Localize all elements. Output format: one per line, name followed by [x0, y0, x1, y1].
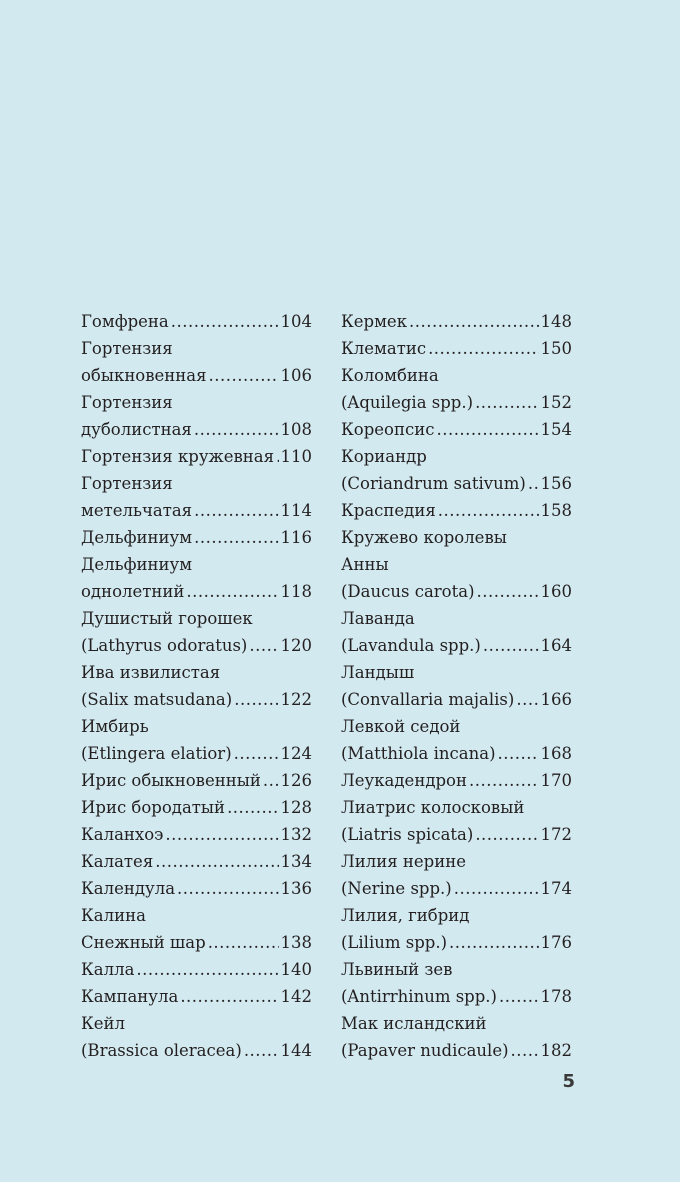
index-entry-page: 116: [280, 528, 312, 547]
index-entry-title: (Coriandrum sativum): [341, 474, 526, 493]
index-entry-page: 174: [540, 879, 572, 898]
index-entry-page: 128: [280, 798, 312, 817]
dot-leader: [244, 1037, 279, 1064]
index-entry-page: 142: [280, 987, 312, 1006]
index-entry: [341, 389, 572, 416]
index-entry-title: Гортензия: [81, 339, 173, 358]
index-entry-title: (Matthiola incana): [341, 744, 496, 763]
page-number: 5: [562, 1071, 575, 1092]
dot-leader: [428, 335, 538, 362]
index-entry-title: Гомфрена: [81, 312, 169, 331]
index-entry-page: 170: [540, 771, 572, 790]
index-entry: [81, 875, 312, 902]
index-entry: [341, 848, 572, 875]
index-entry: [341, 470, 572, 497]
index-entry: [341, 443, 572, 470]
index-entry: [341, 632, 572, 659]
dot-leader: [194, 524, 278, 551]
index-entry: [341, 1037, 572, 1064]
dot-leader: [194, 497, 278, 524]
index-entry-page: 176: [540, 933, 572, 952]
index-entry-title: (Antirrhinum spp.): [341, 987, 497, 1006]
index-entry-title: Коломбина: [341, 366, 439, 385]
index-entry-title: Дельфиниум: [81, 555, 193, 574]
index-entry-title: (Lathyrus odoratus): [81, 636, 248, 655]
dot-leader: [498, 740, 539, 767]
index-entry-title: метельчатая: [81, 501, 193, 520]
index-entry-title: Ирис бородатый: [81, 798, 226, 817]
index-entry-page: 134: [280, 852, 312, 871]
index-entry: [341, 956, 572, 983]
index-entry-title: (Nerine spp.): [341, 879, 452, 898]
dot-leader: [438, 497, 539, 524]
dot-leader: [227, 794, 278, 821]
index-entry-page: 120: [280, 636, 312, 655]
index-entry-title: Кориандр: [341, 447, 427, 466]
index-entry-page: 156: [540, 474, 572, 493]
index-entry-title: (Etlingera elatior): [81, 744, 232, 763]
index-entry: [81, 1010, 312, 1037]
index-entry: [341, 713, 572, 740]
index-entry-title: Каланхоэ: [81, 825, 164, 844]
index-entry: [81, 821, 312, 848]
dot-leader: [454, 875, 539, 902]
dot-leader: [234, 686, 278, 713]
index-entry: [341, 335, 572, 362]
index-entry: [341, 659, 572, 686]
index-entry: [81, 443, 312, 470]
index-entry-title: Лиатрис колосковый: [341, 798, 525, 817]
index-entry-page: 138: [280, 933, 312, 952]
index-entry-title: Калла: [81, 960, 135, 979]
index-entry: [341, 416, 572, 443]
index-entry: [341, 578, 572, 605]
index-entry-title: Лилия, гибрид: [341, 906, 470, 925]
index-entry-page: 178: [540, 987, 572, 1006]
index-entry: [81, 767, 312, 794]
index-entry-title: Мак исландский: [341, 1014, 487, 1033]
index-entry: [81, 983, 312, 1010]
dot-leader: [136, 956, 278, 983]
index-entry-title: Лаванда: [341, 609, 415, 628]
index-entry-title: Кейл: [81, 1014, 126, 1033]
index-entry: [81, 929, 312, 956]
index-entry: [81, 686, 312, 713]
index-entry-title: Левкой седой: [341, 717, 461, 736]
index-entry-title: Душистый горошек: [81, 609, 253, 628]
index-entry-title: Кружево королевы: [341, 528, 507, 547]
index-entry-title: Анны: [341, 555, 389, 574]
index-entry: [341, 497, 572, 524]
index-entry: [81, 794, 312, 821]
index-entry-title: (Brassica oleracea): [81, 1041, 242, 1060]
index-entry-page: 164: [540, 636, 572, 655]
index-entry-title: (Daucus carota): [341, 582, 475, 601]
index-entry: [81, 740, 312, 767]
index-entry-title: Ландыш: [341, 663, 415, 682]
index-entry-title: дуболистная: [81, 420, 192, 439]
dot-leader: [436, 416, 538, 443]
index-entry: [81, 362, 312, 389]
index-entry-title: Кампанула: [81, 987, 179, 1006]
index-entry-title: обыкновенная: [81, 366, 207, 385]
index-entry-title: Имбирь: [81, 717, 149, 736]
index-entry-title: Краспедия: [341, 501, 436, 520]
index-entry: [81, 578, 312, 605]
index-entry-title: (Aquilegia spp.): [341, 393, 474, 412]
index-entry-page: 106: [280, 366, 312, 385]
dot-leader: [477, 578, 539, 605]
index-entry: [81, 470, 312, 497]
index-entry-title: (Lilium spp.): [341, 933, 448, 952]
dot-leader: [209, 362, 279, 389]
index-entry: [81, 848, 312, 875]
index-entry: [341, 686, 572, 713]
index-entry-title: Ива извилистая: [81, 663, 221, 682]
index-entry: [341, 902, 572, 929]
index-entry-title: (Lavandula spp.): [341, 636, 481, 655]
index-entry: [341, 929, 572, 956]
dot-leader: [483, 632, 539, 659]
dot-leader: [276, 443, 278, 470]
index-entry-title: Снежный шар: [81, 933, 206, 952]
index-entry-title: (Liatris spicata): [341, 825, 474, 844]
dot-leader: [475, 821, 538, 848]
index-entry-title: Леукадендрон: [341, 771, 467, 790]
index-entry: [341, 1010, 572, 1037]
index-entry-page: 144: [280, 1041, 312, 1060]
dot-leader: [409, 308, 538, 335]
index-entry: [341, 524, 572, 551]
index-entry: [81, 551, 312, 578]
index-entry: [81, 524, 312, 551]
index-column-right: [341, 308, 572, 1064]
index-entry-page: 160: [540, 582, 572, 601]
index-entry-title: Гортензия кружевная: [81, 447, 275, 466]
index-entry: [341, 308, 572, 335]
index-entry: [81, 713, 312, 740]
index-entry: [81, 308, 312, 335]
dot-leader: [516, 686, 538, 713]
index-entry-page: 150: [540, 339, 572, 358]
index-entry-page: 108: [280, 420, 312, 439]
index-entry-page: 110: [280, 447, 312, 466]
dot-leader: [165, 821, 278, 848]
dot-leader: [208, 929, 279, 956]
index-entry: [341, 875, 572, 902]
index-entry-title: (Salix matsudana): [81, 690, 233, 709]
index-column-left: [81, 308, 312, 1064]
index-entry-page: 172: [540, 825, 572, 844]
index-entry-title: (Convallaria majalis): [341, 690, 515, 709]
index-entry-title: Кореопсис: [341, 420, 435, 439]
index-entry: [81, 389, 312, 416]
index-entry: [81, 605, 312, 632]
index-entry: [341, 551, 572, 578]
dot-leader: [194, 416, 279, 443]
index-entry-page: 136: [280, 879, 312, 898]
index-entry: [81, 497, 312, 524]
index-entry-page: 104: [280, 312, 312, 331]
index-entry-title: Клематис: [341, 339, 427, 358]
index-entry-title: Лилия нерине: [341, 852, 466, 871]
index-entry-title: Калатея: [81, 852, 154, 871]
index-entry-page: 118: [280, 582, 312, 601]
index-entry-page: 132: [280, 825, 312, 844]
index-entry-title: Гортензия: [81, 474, 173, 493]
index-entry: [341, 740, 572, 767]
index-entry-page: 140: [280, 960, 312, 979]
index-entry-title: (Papaver nudicaule): [341, 1041, 509, 1060]
index-entry-page: 166: [540, 690, 572, 709]
dot-leader: [186, 578, 278, 605]
index-entry-title: Дельфиниум: [81, 528, 193, 547]
index-entry-title: Календула: [81, 879, 176, 898]
dot-leader: [155, 848, 278, 875]
index-entry: [81, 902, 312, 929]
index-entry: [341, 983, 572, 1010]
index-entry-page: 124: [280, 744, 312, 763]
dot-leader: [177, 875, 278, 902]
index-entry-page: 158: [540, 501, 572, 520]
index-entry-page: 122: [280, 690, 312, 709]
dot-leader: [180, 983, 278, 1010]
index-entry-page: 114: [280, 501, 312, 520]
index-entry-page: 154: [540, 420, 572, 439]
index-entry-title: Гортензия: [81, 393, 173, 412]
index-entry: [341, 362, 572, 389]
dot-leader: [469, 767, 539, 794]
index-entry: [81, 956, 312, 983]
dot-leader: [449, 929, 538, 956]
dot-leader: [263, 767, 279, 794]
index-entry-page: 168: [540, 744, 572, 763]
index-entry-title: Львиный зев: [341, 960, 453, 979]
index-entry-title: однолетний: [81, 582, 185, 601]
index-entry-page: 126: [280, 771, 312, 790]
dot-leader: [511, 1037, 539, 1064]
dot-leader: [528, 470, 539, 497]
index-entry: [81, 659, 312, 686]
index-entry-page: 182: [540, 1041, 572, 1060]
dot-leader: [234, 740, 279, 767]
index-entry: [341, 821, 572, 848]
dot-leader: [249, 632, 278, 659]
index-entry: [341, 605, 572, 632]
index-entry-title: Ирис обыкновенный: [81, 771, 261, 790]
index-entry: [81, 335, 312, 362]
index-entry: [81, 632, 312, 659]
index-entry: [341, 794, 572, 821]
index-entry: [81, 1037, 312, 1064]
dot-leader: [475, 389, 538, 416]
index-entry: [81, 416, 312, 443]
index-entry-page: 148: [540, 312, 572, 331]
index-entry-page: 152: [540, 393, 572, 412]
index-entry: [341, 767, 572, 794]
index-entry-title: Калина: [81, 906, 146, 925]
dot-leader: [171, 308, 279, 335]
dot-leader: [499, 983, 539, 1010]
index-entry-title: Кермек: [341, 312, 408, 331]
